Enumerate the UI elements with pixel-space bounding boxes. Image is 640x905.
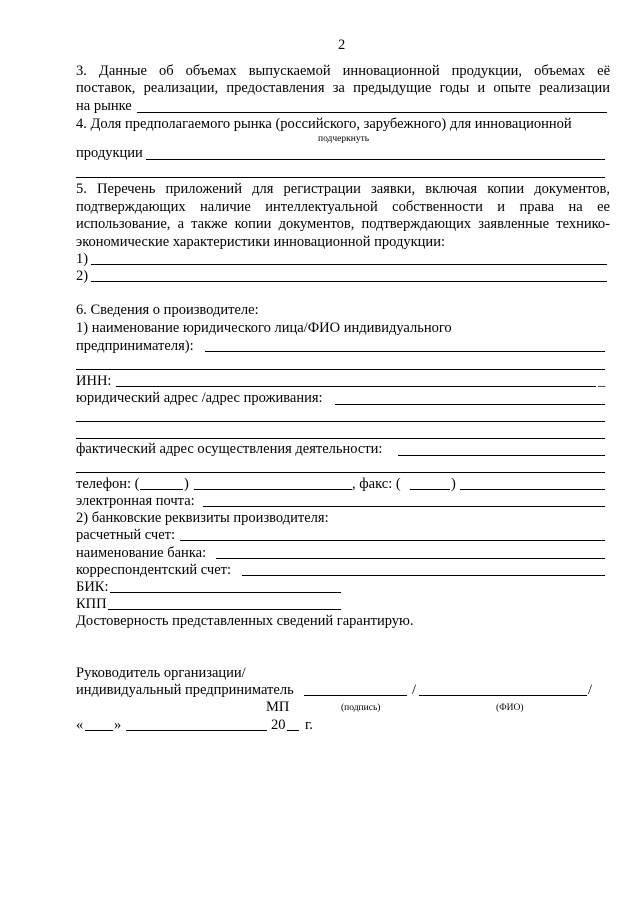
email-field[interactable] [203, 506, 605, 507]
producer-name-field-2[interactable] [76, 369, 605, 370]
actual-address-field[interactable] [398, 455, 605, 456]
head-label-1: Руководитель организации/ [76, 665, 246, 681]
market-share-field-2[interactable] [76, 177, 605, 178]
bank-name-field[interactable] [216, 558, 605, 559]
section4-hint: подчеркнуть [318, 134, 370, 144]
producer-name-field[interactable] [205, 351, 605, 352]
bank-details-title: 2) банковские реквизиты производителя: [76, 510, 329, 526]
actual-address-label: фактический адрес осуществления деятельности: [76, 441, 383, 457]
legal-address-label: юридический адрес /адрес проживания: [76, 390, 323, 406]
attachment-item-2-field[interactable] [91, 281, 607, 282]
section4-line2: продукции [76, 145, 143, 161]
legal-address-field-3[interactable] [76, 438, 605, 439]
section6-title: 6. Сведения о производителе: [76, 302, 259, 318]
fax-label: , факс: ( [352, 476, 401, 492]
attachment-item-1-field[interactable] [91, 264, 607, 265]
kpp-field[interactable] [108, 609, 341, 610]
date-day-field[interactable] [85, 730, 113, 731]
market-field[interactable] [137, 112, 607, 113]
date-year-prefix: 20 [271, 717, 286, 733]
date-quote-close: » [114, 717, 122, 733]
actual-address-field-2[interactable] [76, 472, 605, 473]
attachment-item-1-label: 1) [76, 251, 89, 267]
date-year-suffix: г. [305, 717, 313, 733]
corr-account-field[interactable] [242, 575, 605, 576]
account-field[interactable] [180, 540, 605, 541]
section3-line3: на рынке [76, 98, 132, 114]
corr-account-label: корреспондентский счет: [76, 562, 232, 578]
fax-code-field[interactable] [410, 489, 450, 490]
phone-label: телефон: ( [76, 476, 140, 492]
legal-address-field[interactable] [335, 404, 605, 405]
legal-address-field-2[interactable] [76, 421, 605, 422]
phone-paren-close: ) [184, 476, 189, 492]
page-number: 2 [338, 37, 346, 53]
signature-slash-1: / [412, 682, 417, 698]
producer-name-label-1: 1) наименование юридического лица/ФИО индивидуального [76, 320, 452, 336]
bik-label: БИК: [76, 579, 109, 595]
section5-line3: использование, а также копии документов, подтверждающих заявленные технико- [76, 216, 610, 232]
section3-line2: поставок, реализации, предоставления за предыдущие годы и опыте реализации [76, 80, 610, 96]
head-label-2: индивидуальный предприниматель [76, 682, 294, 698]
kpp-label: КПП [76, 596, 107, 612]
stamp-label: МП [266, 699, 290, 715]
signature-field[interactable] [304, 695, 407, 696]
fio-hint: (ФИО) [496, 703, 524, 713]
section5-line1: 5. Перечень приложений для регистрации заявки, включая копии документов, [76, 181, 610, 197]
attachment-item-2-label: 2) [76, 268, 89, 284]
market-share-field[interactable] [146, 159, 605, 160]
section5-line4: экономические характеристики инновационной продукции: [76, 234, 445, 250]
phone-number-field[interactable] [194, 489, 352, 490]
signature-hint: (подпись) [341, 703, 381, 713]
account-label: расчетный счет: [76, 527, 176, 543]
inn-tail: _ [598, 373, 606, 389]
fio-field[interactable] [419, 695, 587, 696]
date-year-field[interactable] [287, 730, 299, 731]
section4-line1: 4. Доля предполагаемого рынка (российского, зарубежного) для инновационной [76, 116, 572, 132]
section5-line2: подтверждающих наличие интеллектуальной собственности и права на ее [76, 199, 610, 215]
phone-code-field[interactable] [140, 489, 183, 490]
signature-slash-2: / [588, 682, 593, 698]
guarantee-text: Достоверность представленных сведений гарантирую. [76, 613, 414, 629]
date-quote-open: « [76, 717, 84, 733]
inn-field[interactable] [116, 386, 596, 387]
bank-name-label: наименование банка: [76, 545, 207, 561]
producer-name-label-2: предпринимателя): [76, 338, 194, 354]
inn-label: ИНН: [76, 373, 112, 389]
fax-paren-close: ) [451, 476, 456, 492]
bik-field[interactable] [110, 592, 341, 593]
email-label: электронная почта: [76, 493, 195, 509]
section3-line1: 3. Данные об объемах выпускаемой инновационной продукции, объемах её [76, 63, 610, 79]
fax-number-field[interactable] [460, 489, 605, 490]
date-month-field[interactable] [126, 730, 267, 731]
